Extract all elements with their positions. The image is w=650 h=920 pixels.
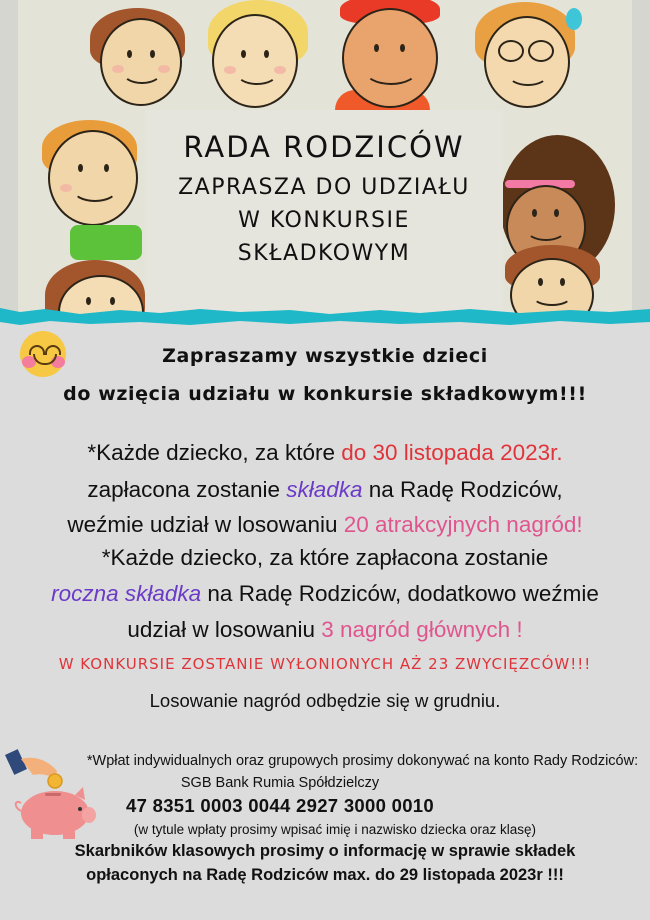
bank-name: SGB Bank Rumia Spółdzielczy [180,775,380,791]
bank-account-number[interactable]: 47 8351 0003 0044 2927 3000 0010 [126,795,434,816]
draw-date: Losowanie nagród odbędzie się w grudniu. [149,690,501,711]
poster-subtitle-line: ZAPRASZA DO UDZIAŁU [178,175,470,200]
prizes-highlight: 20 atrakcyjnych nagród! [343,512,583,537]
border-left [0,0,18,315]
border-right [632,0,650,315]
rule2-line-3 [0,617,650,643]
rule1-line-3 [0,512,650,538]
poster-subtitle-line: SKŁADKOWYM [237,241,411,266]
winners-announcement: W KONKURSIE ZOSTANIE WYŁONIONYCH AŻ 23 ZWYCIĘZCÓW!!! [58,655,592,673]
text: weźmie udział w losowaniu [67,512,344,537]
text: na Radę Rodziców, [362,477,563,502]
payment-instruction: *Wpłat indywidualnych oraz grupowych prosimy dokonywać na konto Rady Rodziców: [86,753,639,769]
poster-title: RADA RODZICÓW [183,130,465,164]
text: udział w losowaniu [127,617,322,642]
announcement-board [145,110,503,315]
turquoise-brush-divider [0,300,650,330]
main-prizes-highlight: 3 nagród głównych ! [321,617,523,642]
intro-line-2: do wzięcia udziału w konkursie składkowym!!! [63,383,587,405]
treasurers-notice-line-1: Skarbników klasowych prosimy o informację w sprawie składek [74,842,576,860]
fee-highlight: składka [286,477,363,502]
annual-fee-highlight: roczna składka [51,581,202,606]
rule1-line-1 [0,440,650,466]
text: *Każde dziecko, za które [87,440,342,465]
rule1-line-2 [0,477,650,503]
transfer-title-note: (w tytule wpłaty prosimy wpisać imię i nazwisko dziecka oraz klasę) [133,822,537,837]
rule2-line-2 [0,581,650,607]
deadline-highlight: do 30 listopada 2023r. [341,440,563,465]
poster-subtitle-line: W KONKURSIE [238,208,410,233]
intro-line-1: Zapraszamy wszystkie dzieci [162,345,488,367]
header-illustration [0,0,650,315]
rule2-line-1: *Każde dziecko, za które zapłacona zostanie [101,545,549,570]
text: na Radę Rodziców, dodatkowo weźmie [201,581,599,606]
text: zapłacona zostanie [87,477,287,502]
treasurers-notice-line-2: opłaconych na Radę Rodziców max. do 29 listopada 2023r !!! [86,866,564,884]
